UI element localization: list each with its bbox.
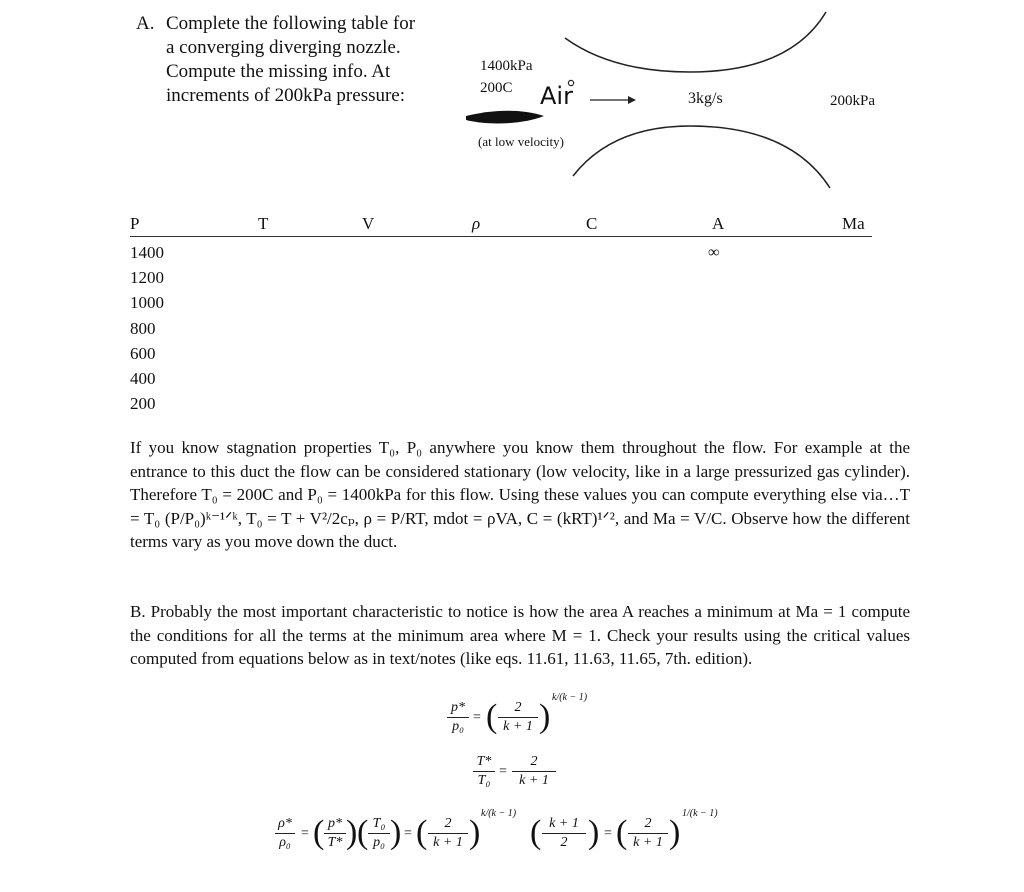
- eq1-paren-open: (: [486, 698, 498, 735]
- header-pressure: P: [130, 214, 140, 233]
- inlet-pressure: 1400kPa: [480, 58, 533, 74]
- area-infinity: ∞: [708, 244, 720, 261]
- pressure-row: 1200: [130, 268, 164, 288]
- eq3-paren-d-open: (: [530, 814, 542, 851]
- eq3-frac-b: [368, 816, 390, 851]
- redaction-mark: [466, 111, 544, 124]
- eq3-frac-a: [324, 816, 346, 851]
- eq3-frac-a-num: p*: [328, 816, 342, 831]
- header-sound-speed: C: [586, 214, 598, 233]
- flow-arrow-head: [628, 96, 636, 104]
- eq2-lhs-fraction: [473, 754, 495, 789]
- eq1-inner-den: k + 1: [503, 719, 533, 734]
- pressure-row: 400: [130, 368, 156, 388]
- eq3-frac-e-den: k + 1: [633, 835, 663, 850]
- paragraph-stagnation: If you know stagnation properties T₀, P₀ anywhere you know them throughout the flow. For example at the entrance to this duct the flow can be considered stationary (low velocity, like in a large pressurized gas cylinder). Therefore T₀ = 200C and P₀ = 1400kPa for this flow. Using these values you can compute everything else via…T = T₀ (P/P₀)ᵏ⁻¹ᐟᵏ, T₀ = T + V²/2cₚ, ρ = P/RT, mdot = ρVA, C = (kRT)¹ᐟ², and Ma = V/C. Observe how the different terms vary as you move down the duct.: [130, 438, 910, 551]
- eq2-rhs-num: 2: [530, 754, 538, 769]
- pressure-row: 1400: [130, 243, 164, 262]
- eq3-equals-3: =: [604, 826, 612, 841]
- eq2-equals: =: [499, 764, 507, 779]
- eq2-lhs-den: T₀: [477, 773, 491, 788]
- eq3-paren-a-close: ): [346, 814, 358, 851]
- pressure-row: 800: [130, 318, 156, 338]
- nozzle-diagram: [0, 0, 1024, 230]
- eq1-equals: =: [473, 710, 481, 725]
- eq1-exponent: k/(k − 1): [552, 692, 588, 703]
- eq1-inner-fraction: [498, 700, 538, 735]
- nozzle-upper-wall: [565, 12, 826, 72]
- eq3-equals-1: =: [301, 826, 309, 841]
- paragraph-part-b: B. Probably the most important characteristic to notice is how the area A reaches a minimum at Ma = 1 compute the conditions for all the terms at the minimum area where M = 1. Check your results using the critical values computed from equations below as in text/notes (like eqs. 11.61, 11.63, 11.65, 7th. edition).: [130, 602, 910, 668]
- nozzle-lower-wall: [573, 126, 830, 188]
- eq1-lhs-den: p₀: [452, 719, 464, 734]
- exit-pressure: 200kPa: [830, 93, 875, 109]
- eq3-paren-b-close: ): [390, 814, 402, 851]
- inlet-note: (at low velocity): [478, 134, 564, 149]
- eq3-paren-d-close: ): [588, 814, 600, 851]
- eq2-rhs-fraction: [512, 754, 556, 789]
- eq3-paren-c-close: ): [469, 814, 481, 851]
- eq3-exponent-2: 1/(k − 1): [682, 808, 718, 819]
- header-velocity: V: [362, 214, 375, 233]
- eq3-paren-e-close: ): [669, 814, 681, 851]
- eq1-inner-num: 2: [514, 700, 522, 715]
- eq3-frac-d-den: 2: [560, 835, 568, 850]
- eq3-frac-c-num: 2: [444, 816, 452, 831]
- pressure-row: 1000: [130, 293, 164, 313]
- eq3-lhs-fraction: [275, 816, 295, 851]
- eq3-equals-2: =: [404, 826, 412, 841]
- eq3-paren-e-open: (: [616, 814, 628, 851]
- inlet-temperature: 200C: [480, 80, 513, 96]
- eq2-lhs-num: T*: [476, 754, 492, 769]
- eq3-lhs-num: ρ*: [278, 816, 292, 831]
- header-density: ρ: [472, 214, 481, 233]
- eq3-paren-a-open: (: [313, 814, 325, 851]
- eq2-rhs-den: k + 1: [519, 773, 549, 788]
- part-a-label: A.: [136, 13, 155, 34]
- eq3-frac-b-num: T₀: [372, 816, 386, 831]
- part-a-line-3: Compute the missing info. At: [166, 61, 391, 82]
- eq3-paren-b-open: (: [357, 814, 369, 851]
- eq3-frac-a-den: T*: [327, 835, 343, 850]
- eq3-paren-c-open: (: [416, 814, 428, 851]
- eq1-lhs-fraction: [447, 700, 469, 735]
- part-a-line-2: a converging diverging nozzle.: [166, 37, 401, 58]
- header-mach: Ma: [842, 214, 865, 233]
- fluid-label: Air: [540, 82, 573, 110]
- mass-flow: 3kg/s: [688, 90, 723, 107]
- eq1-paren-close: ): [539, 698, 551, 735]
- eq1-lhs-num: p*: [451, 700, 465, 715]
- eq3-exponent-1: k/(k − 1): [481, 808, 517, 819]
- eq3-frac-d: [542, 816, 586, 851]
- header-temperature: T: [258, 214, 269, 233]
- part-a-line-4: increments of 200kPa pressure:: [166, 85, 406, 106]
- header-rule: [130, 236, 872, 237]
- eq3-frac-d-num: k + 1: [549, 816, 579, 831]
- eq3-frac-e-num: 2: [644, 816, 652, 831]
- part-a-line-1: Complete the following table for: [166, 13, 416, 34]
- eq3-frac-c: [428, 816, 468, 851]
- pressure-row: 600: [130, 343, 156, 363]
- eq3-frac-b-den: p₀: [373, 835, 385, 850]
- eq3-frac-e: [628, 816, 668, 851]
- header-area: A: [712, 214, 725, 233]
- pressure-row: 200: [130, 394, 156, 414]
- eq3-frac-c-den: k + 1: [433, 835, 463, 850]
- pressure-column: [130, 240, 164, 416]
- eq3-lhs-den: ρ₀: [279, 835, 291, 850]
